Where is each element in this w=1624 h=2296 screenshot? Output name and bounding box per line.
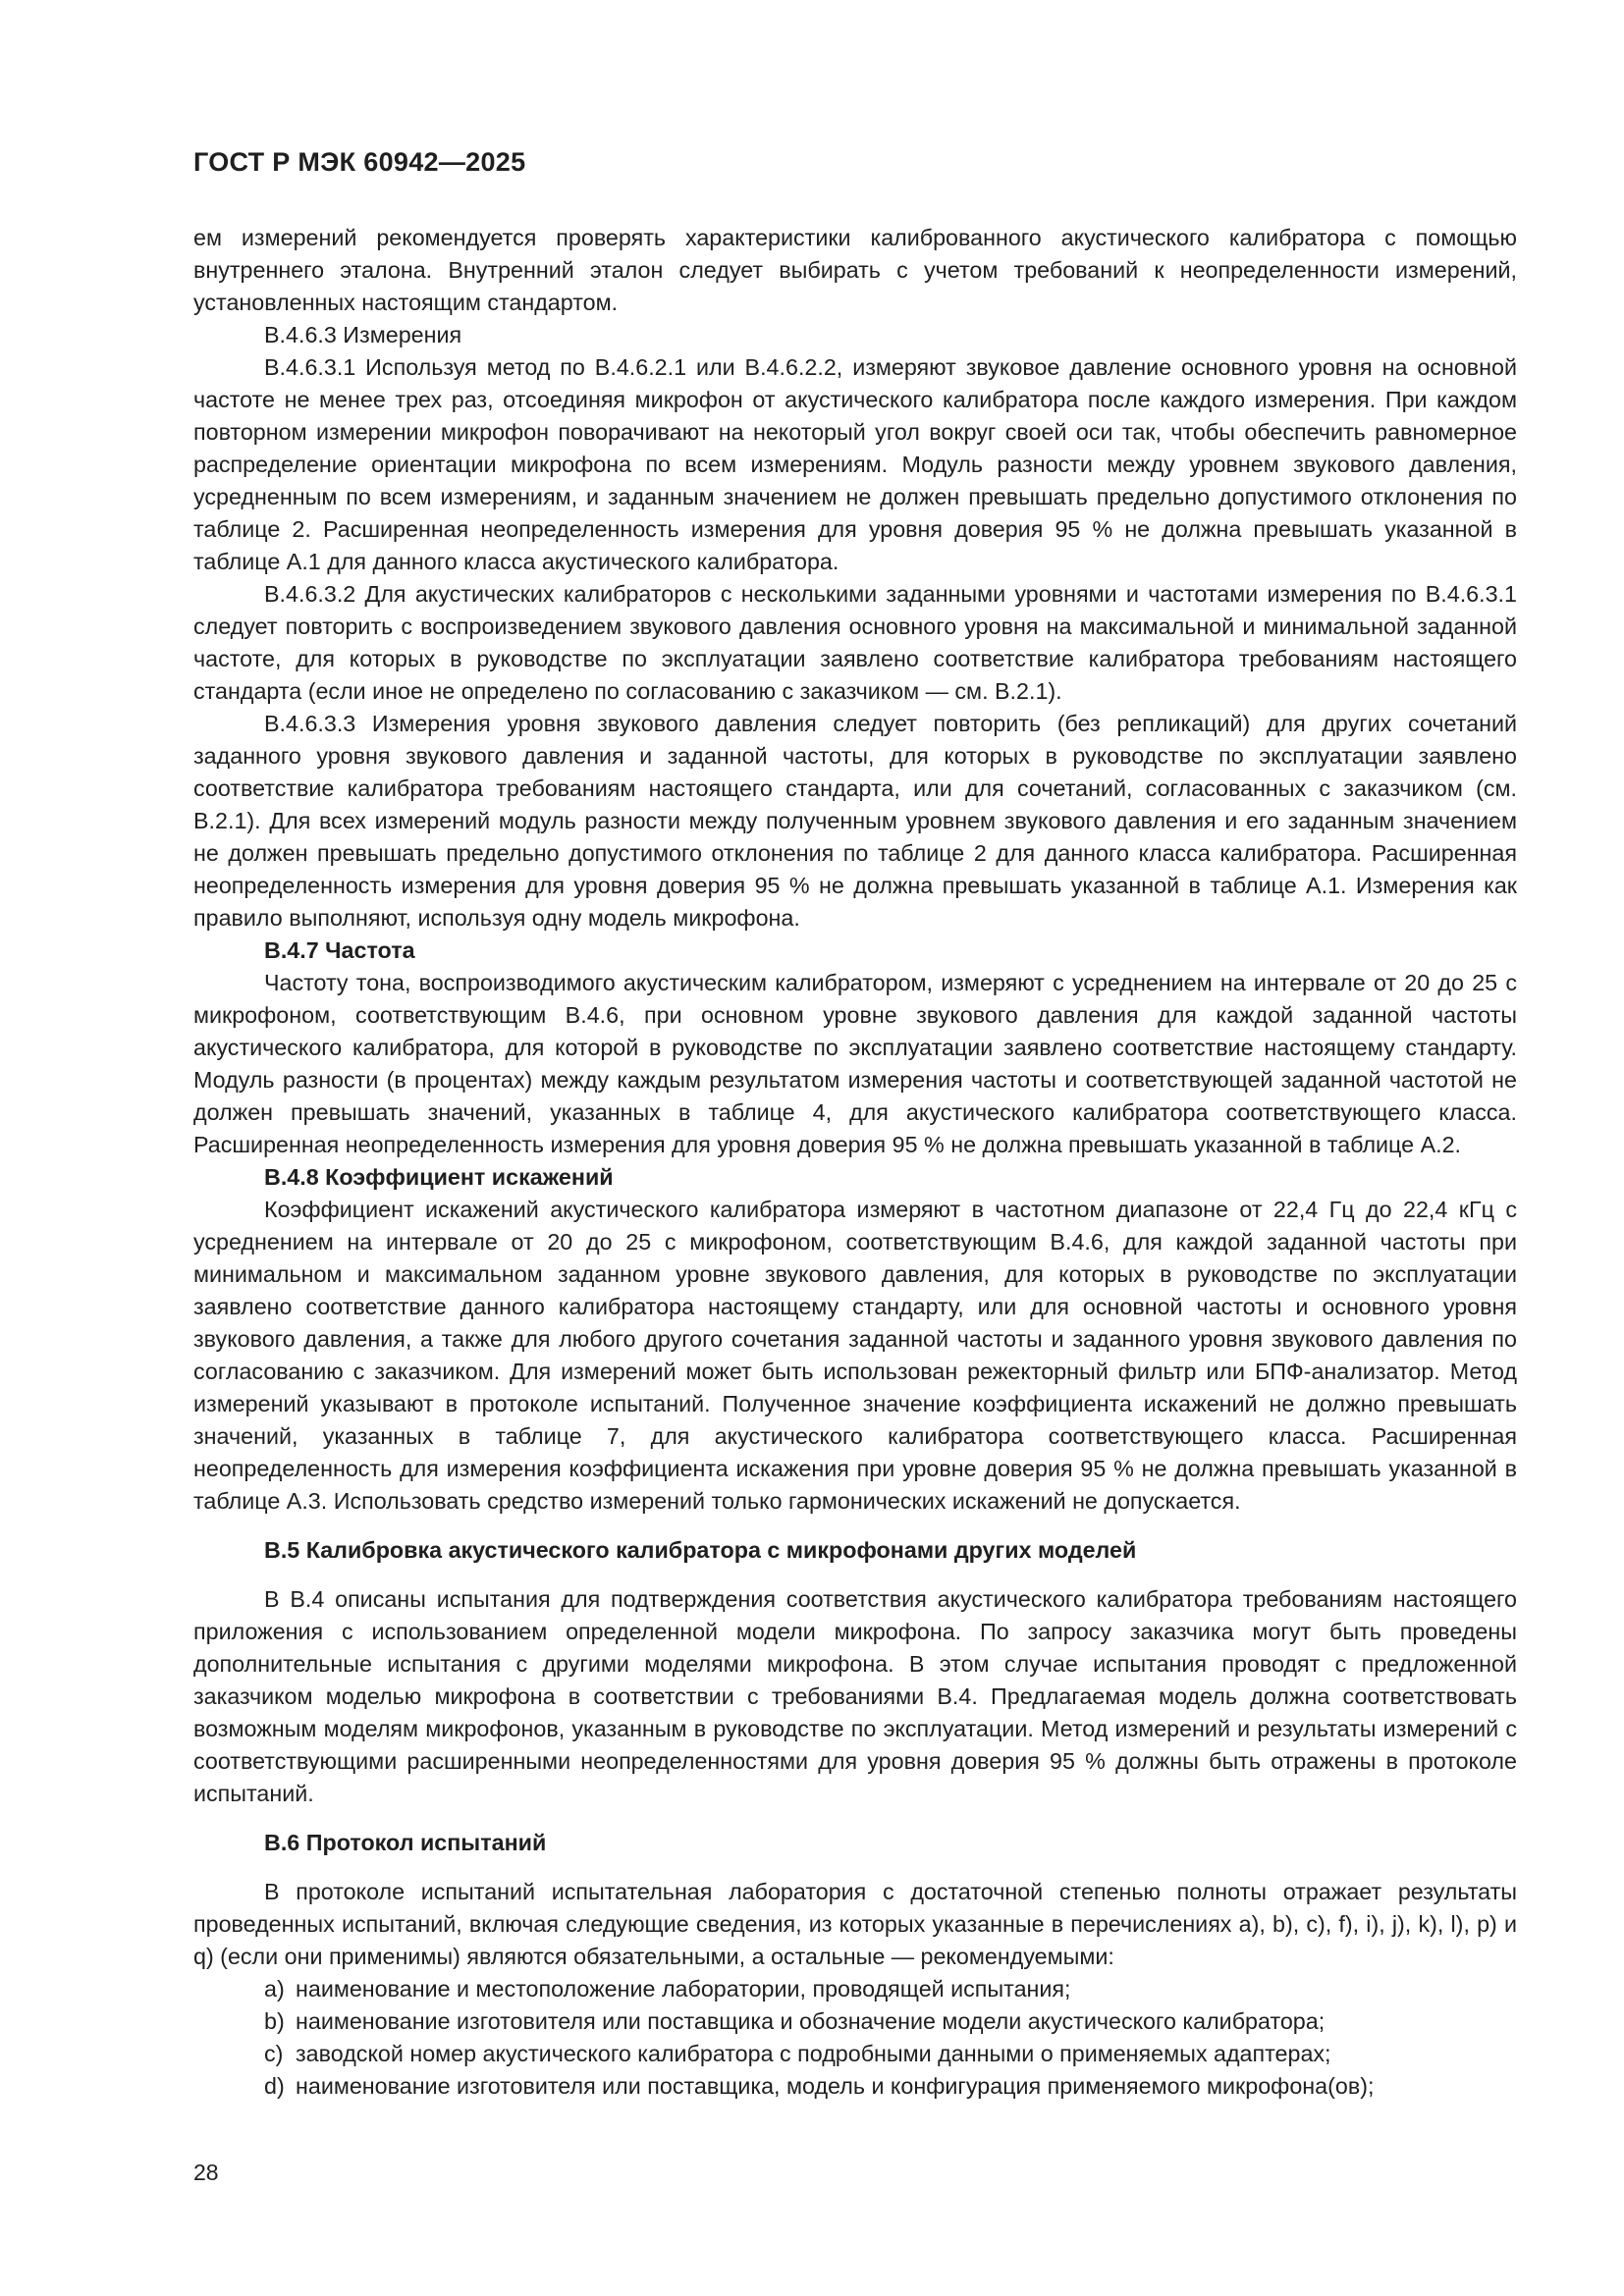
subsection-heading-b47: B.4.7 Частота [264,937,415,963]
list-item-text: наименование изготовителя или поставщика и обозначение модели акустического калибратора; [296,2008,1326,2034]
subsection-heading-b48: B.4.8 Коэффициент искажений [264,1164,614,1190]
document-body [193,222,1517,2103]
paragraph-continuation: ем измерений рекомендуется проверять характеристики калиброванного акустического калибратора с помощью внутреннего эталона. Внутренний эталон следует выбирать с учетом требований к неопределенности измерений, установленных настоящим стандартом. [193,225,1517,315]
list-marker: a) [264,1976,285,2002]
list-item [193,2070,1517,2103]
paragraph-b47: Частоту тона, воспроизводимого акустическим калибратором, измеряют с усреднением на интервале от 20 до 25 с микрофоном, соответствующим B.4.6, при основном уровне звукового давления для каждой заданной частоты акустического калибратора, для которой в руководстве по эксплуатации заявлено соответствие настоящему стандарту. Модуль разности (в процентах) между каждым результатом измерения частоты и соответствующей заданной частотой не должен превышать значений, указанных в таблице 4, для акустического калибратора соответствующего класса. Расширенная неопределенность измерения для уровня доверия 95 % не должна превышать указанной в таблице А.2. [193,970,1517,1157]
page-number: 28 [193,2160,219,2185]
paragraph-b5: В B.4 описаны испытания для подтверждения соответствия акустического калибратора требованиям настоящего приложения с использованием определенной модели микрофона. По запросу заказчика могут быть проведены дополнительные испытания с другими моделями микрофона. В этом случае испытания проводят с предложенной заказчиком моделью микрофона в соответствии с требованиями B.4. Предлагаемая модель должна соответствовать возможным моделям микрофонов, указанным в руководстве по эксплуатации. Метод измерений и результаты измерений с соответствующими расширенными неопределенностями для уровня доверия 95 % должны быть отражены в протоколе испытаний. [193,1586,1517,1806]
report-items-list [193,1973,1517,2103]
subsection-heading-b463: B.4.6.3 Измерения [264,322,462,347]
list-item-text: наименование изготовителя или поставщика, модель и конфигурация применяемого микрофона(ов); [296,2073,1375,2099]
section-heading-b5: B.5 Калибровка акустического калибратора с микрофонами других моделей [264,1537,1137,1563]
paragraph-b4631: B.4.6.3.1 Используя метод по B.4.6.2.1 или B.4.6.2.2, измеряют звуковое давление основного уровня на основной частоте не менее трех раз, отсоединяя микрофон от акустического калибратора после каждого измерения. При каждом повторном измерении микрофон поворачивают на некоторый угол вокруг своей оси так, чтобы обеспечить равномерное распределение ориентации микрофона по всем измерениям. Модуль разности между уровнем звукового давления, усредненным по всем измерениям, и заданным значением не должен превышать предельно допустимого отклонения по таблице 2. Расширенная неопределенность измерения для уровня доверия 95 % не должна превышать указанной в таблице А.1 для данного класса акустического калибратора. [193,354,1517,574]
document-header: ГОСТ Р МЭК 60942—2025 [193,147,526,177]
list-item-text: заводской номер акустического калибратора с подробными данными о применяемых адаптерах; [296,2041,1331,2066]
list-marker: b) [264,2008,285,2034]
paragraph-b48: Коэффициент искажений акустического калибратора измеряют в частотном диапазоне от 22,4 Гц до 22,4 кГц с усреднением на интервале от 20 до 25 с микрофоном, соответствующим B.4.6, для каждой заданной частоты при минимальном и максимальном заданном уровне звукового давления, для которых в руководстве по эксплуатации заявлено соответствие данного калибратора настоящему стандарту, или для основной частоты и основного уровня звукового давления, а также для любого другого сочетания заданной частоты и заданного уровня звукового давления по согласованию с заказчиком. Для измерений может быть использован режекторный фильтр или БПФ-анализатор. Метод измерений указывают в протоколе испытаний. Полученное значение коэффициента искажений не должно превышать значений, указанных в таблице 7, для акустического калибратора соответствующего класса. Расширенная неопределенность для измерения коэффициента искажения при уровне доверия 95 % не должна превышать указанной в таблице А.3. Использовать средство измерений только гармонических искажений не допускается. [193,1197,1517,1514]
paragraph-b4632: B.4.6.3.2 Для акустических калибраторов с несколькими заданными уровнями и частотами измерения по B.4.6.3.1 следует повторить с воспроизведением звукового давления основного уровня на максимальной и минимальной заданной частоте, для которых в руководстве по эксплуатации заявлено соответствие калибратора требованиям настоящего стандарта (если иное не определено по согласованию с заказчиком — см. B.2.1). [193,581,1517,704]
section-heading-b6: B.6 Протокол испытаний [264,1830,547,1855]
paragraph-b4633: B.4.6.3.3 Измерения уровня звукового давления следует повторить (без репликаций) для других сочетаний заданного уровня звукового давления и заданной частоты, для которых в руководстве по эксплуатации заявлено соответствие калибратора требованиям настоящего стандарта, или для сочетаний, согласованных с заказчиком (см. B.2.1). Для всех измерений модуль разности между полученным уровнем звукового давления и его заданным значением не должен превышать предельно допустимого отклонения по таблице 2 для данного класса калибратора. Расширенная неопределенность измерения для уровня доверия 95 % не должна превышать указанной в таблице А.1. Измерения как правило выполняют, используя одну модель микрофона. [193,711,1517,931]
list-marker: c) [264,2041,284,2066]
list-item [193,2005,1517,2038]
list-marker: d) [264,2073,285,2099]
list-item [193,2038,1517,2070]
list-item [193,1973,1517,2005]
paragraph-b6: В протоколе испытаний испытательная лаборатория с достаточной степенью полноты отражает результаты проведенных испытаний, включая следующие сведения, из которых указанные в перечислениях a), b), c), f), i), j), k), l), p) и q) (если они применимы) являются обязательными, а остальные — рекомендуемыми: [193,1879,1517,1969]
list-item-text: наименование и местоположение лаборатории, проводящей испытания; [296,1976,1071,2002]
